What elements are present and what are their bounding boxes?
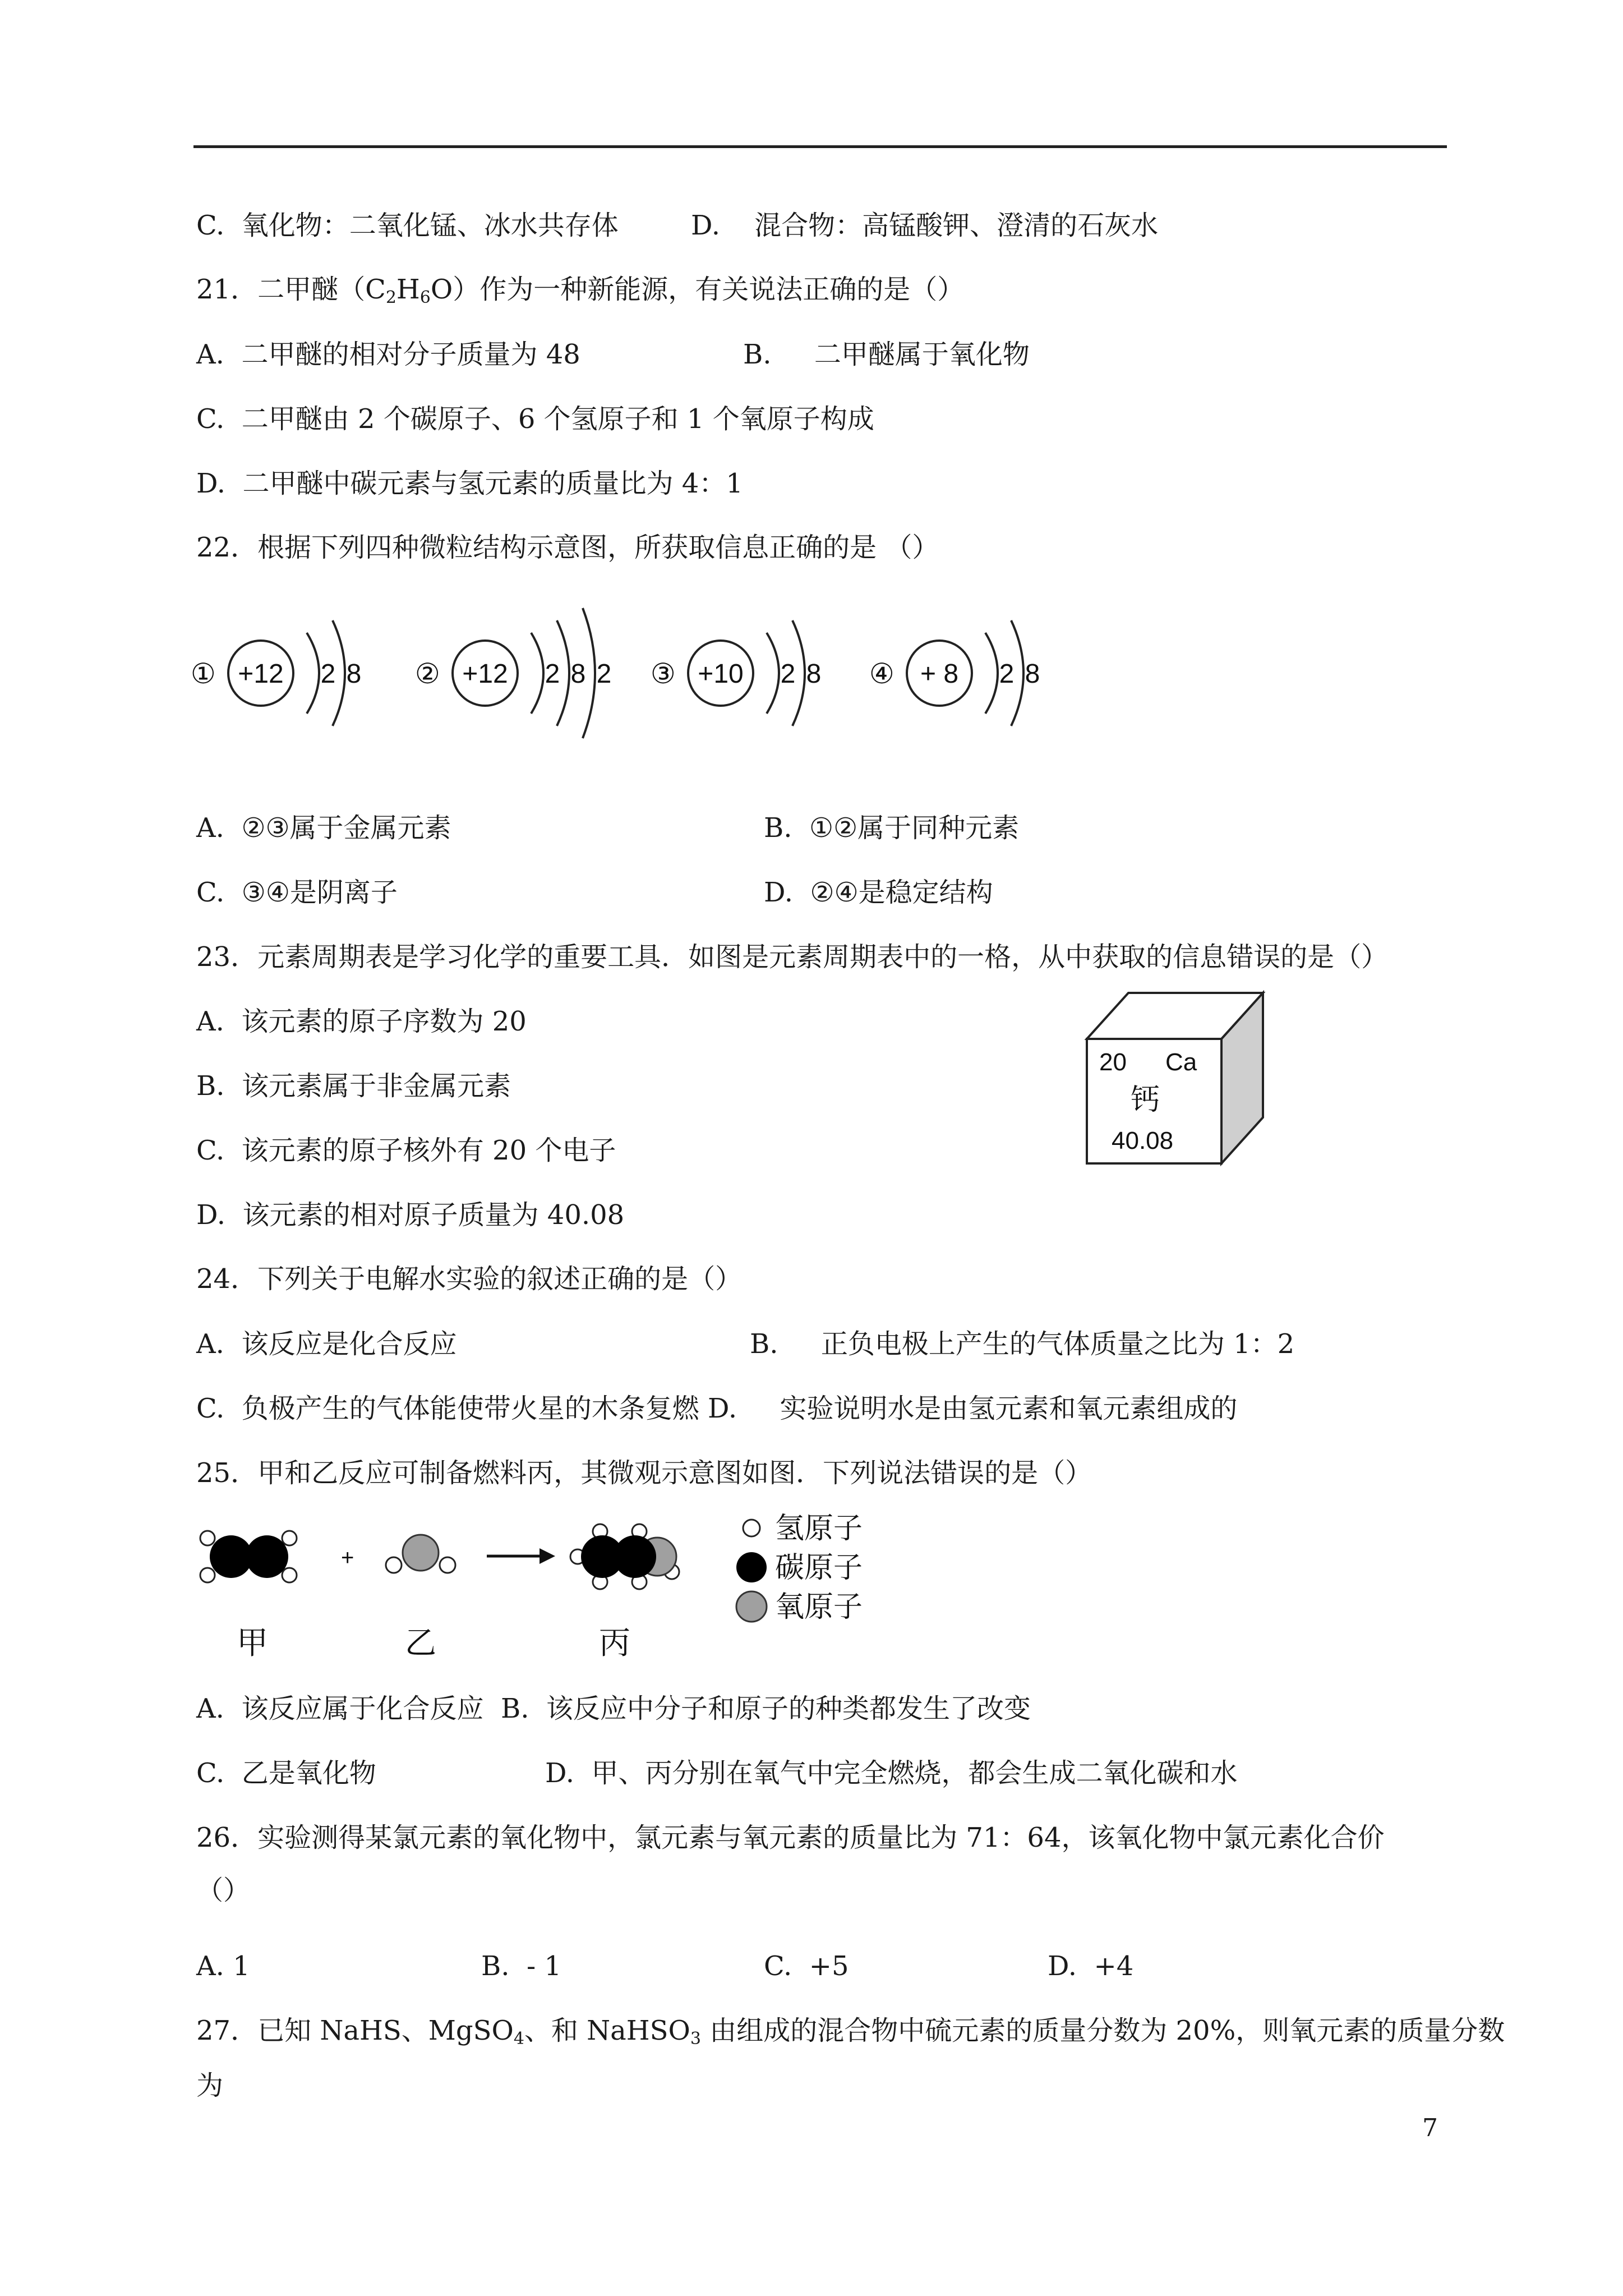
header-rule bbox=[193, 145, 1447, 148]
q25-option-c: C. 乙是氧化物 bbox=[196, 1757, 376, 1789]
plus-sign: + bbox=[341, 1545, 354, 1570]
atom-diagram-3 bbox=[651, 620, 821, 726]
atom-diagram-1 bbox=[191, 620, 361, 726]
q26-option-b: B. - 1 bbox=[481, 1950, 562, 1982]
q21-stem: 21．二甲醚$(C_2H_6O)$作为一种新能源，有关说法正确的是（） bbox=[196, 274, 965, 307]
q20-option-d: D. 混合物：高锰酸钾、澄清的石灰水 bbox=[691, 210, 1159, 241]
element-number: 20 bbox=[1099, 1048, 1127, 1076]
molecule-bing bbox=[570, 1524, 679, 1589]
electron-shell-arc bbox=[767, 633, 779, 714]
element-symbol: Ca bbox=[1165, 1048, 1197, 1076]
element-mass: 40.08 bbox=[1112, 1127, 1174, 1154]
element-name: 钙 bbox=[1131, 1084, 1160, 1116]
q24-stem: 24．下列关于电解水实验的叙述正确的是（） bbox=[196, 1263, 743, 1295]
shell-electron-count: 8 bbox=[806, 659, 822, 689]
q23-option-b: B. 该元素属于非金属元素 bbox=[196, 1070, 511, 1102]
q26-stem: 26．实验测得某氯元素的氧化物中，氯元素与氧元素的质量比为 71：64，该氧化物中氯元素化合价 bbox=[196, 1822, 1385, 1853]
nucleus-charge: +10 bbox=[698, 659, 744, 689]
q26-option-c: C. +5 bbox=[764, 1950, 849, 1982]
shell-electron-count: 8 bbox=[1025, 659, 1040, 689]
nucleus-charge: + 8 bbox=[920, 659, 959, 689]
legend-oxygen: 氧原子 bbox=[775, 1591, 863, 1623]
shell-electron-count: 2 bbox=[780, 659, 796, 689]
legend bbox=[736, 1512, 863, 1623]
atom-diagram-2 bbox=[415, 608, 611, 738]
q27-stem-cont: 为 bbox=[196, 2070, 224, 2101]
shell-electron-count: 2 bbox=[320, 659, 336, 689]
q21-option-c: C. 二甲醚由 2 个碳原子、6 个氢原子和 1 个氧原子构成 bbox=[196, 403, 874, 435]
q23-option-d: D. 该元素的相对原子质量为 40.08 bbox=[196, 1199, 625, 1231]
q26-option-d: D. +4 bbox=[1048, 1950, 1134, 1982]
electron-shell-arc bbox=[985, 633, 998, 714]
q25-option-a-b: A. 该反应属于化合反应 B. 该反应中分子和原子的种类都发生了改变 bbox=[196, 1693, 1031, 1724]
q24-option-c-d: C. 负极产生的气体能使带火星的木条复燃 D. 实验说明水是由氢元素和氧元素组成的 bbox=[196, 1393, 1238, 1424]
q20-option-c: C. 氧化物：二氧化锰、冰水共存体 bbox=[196, 210, 619, 241]
reaction-arrow bbox=[487, 1548, 555, 1564]
electron-shell-arc bbox=[307, 633, 319, 714]
label-bing: 丙 bbox=[599, 1625, 630, 1660]
nucleus-charge: +12 bbox=[238, 659, 284, 689]
molecule-jia bbox=[200, 1531, 297, 1582]
q23-stem: 23．元素周期表是学习化学的重要工具．如图是元素周期表中的一格，从中获取的信息错误的是（） bbox=[196, 941, 1389, 973]
page-number: 7 bbox=[1422, 2114, 1438, 2142]
shell-electron-count: 2 bbox=[545, 659, 560, 689]
periodic-table-cell bbox=[1082, 987, 1273, 1167]
q24-option-b: B. 正负电极上产生的气体质量之比为 1：2 bbox=[750, 1328, 1295, 1360]
legend-hydrogen: 氢原子 bbox=[775, 1512, 863, 1545]
q22-stem: 22．根据下列四种微粒结构示意图，所获取信息正确的是 （） bbox=[196, 532, 939, 563]
q23-option-c: C. 该元素的原子核外有 20 个电子 bbox=[196, 1135, 616, 1166]
shell-electron-count: 2 bbox=[596, 659, 612, 689]
atom-structure-diagrams bbox=[191, 589, 1066, 757]
q23-option-a: A. 该元素的原子序数为 20 bbox=[196, 1006, 527, 1037]
shell-electron-count: 8 bbox=[346, 659, 362, 689]
q25-option-d: D. 甲、丙分别在氧气中完全燃烧，都会生成二氧化碳和水 bbox=[545, 1757, 1238, 1789]
q27-stem: 27．已知 NaHS、MgSO$_4$、和 NaHSO$_3$ 由组成的混合物中硫元素的质量分数为 20%，则氧元素的质量分数 bbox=[196, 2015, 1505, 2049]
label-yi: 乙 bbox=[405, 1625, 436, 1660]
q21-option-b: B. 二甲醚属于氧化物 bbox=[743, 339, 1030, 370]
q26-paren: （） bbox=[196, 1875, 251, 1906]
atom-marker: ④ bbox=[869, 658, 895, 689]
q21-option-d: D. 二甲醚中碳元素与氢元素的质量比为 4：1 bbox=[196, 468, 743, 499]
q26-option-a: A. 1 bbox=[196, 1950, 250, 1982]
q22-option-c: C. ③④是阴离子 bbox=[196, 877, 398, 908]
q25-stem: 25．甲和乙反应可制备燃料丙，其微观示意图如图．下列说法错误的是（） bbox=[196, 1457, 1092, 1489]
q22-option-a: A. ②③属于金属元素 bbox=[196, 812, 451, 844]
reaction-micro-diagram bbox=[191, 1509, 931, 1677]
atom-marker: ② bbox=[415, 658, 440, 689]
q21-option-a: A. 二甲醚的相对分子质量为 48 bbox=[196, 339, 580, 370]
q22-option-d: D. ②④是稳定结构 bbox=[764, 877, 993, 908]
molecule-yi bbox=[386, 1535, 455, 1573]
atom-diagram-4 bbox=[869, 620, 1040, 726]
atom-marker: ① bbox=[191, 658, 216, 689]
q22-option-b: B. ①②属于同种元素 bbox=[764, 812, 1020, 844]
shell-electron-count: 8 bbox=[570, 659, 586, 689]
q24-option-a: A. 该反应是化合反应 bbox=[196, 1328, 457, 1360]
shell-electron-count: 2 bbox=[999, 659, 1015, 689]
electron-shell-arc bbox=[531, 633, 543, 714]
label-jia: 甲 bbox=[237, 1625, 268, 1660]
atom-marker: ③ bbox=[651, 658, 676, 689]
legend-carbon: 碳原子 bbox=[775, 1552, 863, 1584]
nucleus-charge: +12 bbox=[462, 659, 508, 689]
